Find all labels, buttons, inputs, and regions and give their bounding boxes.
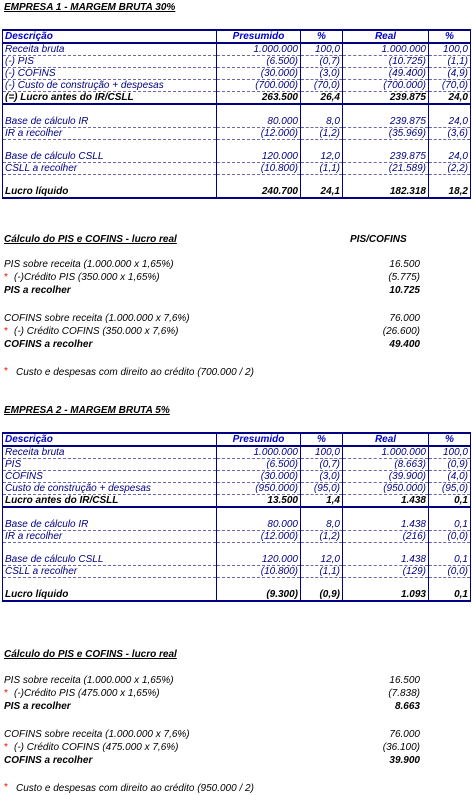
cell-value: (1,1) (301, 163, 343, 175)
column-header: Presumido (217, 30, 301, 43)
cell-value: (21.589) (343, 163, 429, 175)
cell-value: (0,9) (429, 459, 471, 471)
footnote-marker: * (4, 366, 8, 377)
pis-cofins-column-label: PIS/COFINS (350, 234, 407, 245)
row-label: Receita bruta (3, 446, 217, 459)
e2-cofins-credito-value: (36.100) (382, 742, 420, 753)
row-label: Base de cálculo IR (3, 116, 217, 128)
cell-value (217, 175, 301, 187)
table-row (3, 519, 471, 531)
row-label: Base de cálculo CSLL (3, 151, 217, 163)
cell-value: (10.800) (217, 566, 301, 578)
row-label: (-) COFINS (3, 68, 217, 80)
cell-value (429, 175, 471, 187)
cell-value (343, 543, 429, 555)
cell-value: (0,0) (429, 531, 471, 543)
cell-value (429, 140, 471, 152)
table-row (3, 92, 471, 105)
cell-value: 12,0 (301, 554, 343, 566)
e1-pis-credito-label: (-)Crédito PIS (350.000 x 1,65%) (14, 272, 160, 283)
e1-pis-recolher-value: 10.725 (389, 285, 420, 296)
cell-value: (1,1) (429, 56, 471, 68)
e2-cofins-credito-label: (-) Crédito COFINS (475.000 x 7,6%) (14, 742, 179, 753)
e2-cofins-receita-label: COFINS sobre receita (1.000.000 x 7,6%) (4, 729, 190, 740)
cell-value: (70,0) (301, 80, 343, 92)
cell-value: 1.093 (343, 589, 429, 601)
cell-value: (950.000) (217, 483, 301, 495)
footnote-marker: * (4, 326, 8, 337)
cell-value (217, 140, 301, 152)
row-label: (-) PIS (3, 56, 217, 68)
cell-value: 100,0 (429, 446, 471, 459)
cell-value: 18,2 (429, 186, 471, 198)
row-label (3, 104, 217, 116)
row-label: Lucro líquido (3, 186, 217, 198)
cell-value: (12.000) (217, 128, 301, 140)
row-label (3, 578, 217, 590)
cell-value: (8.663) (343, 459, 429, 471)
table-row (3, 128, 471, 140)
cell-value: 80.000 (217, 116, 301, 128)
cell-value (301, 543, 343, 555)
table-row (3, 56, 471, 68)
cell-value: 1.000.000 (217, 446, 301, 459)
table-row (3, 151, 471, 163)
cell-value: (950.000) (343, 483, 429, 495)
cell-value (301, 507, 343, 519)
cell-value: 1.438 (343, 554, 429, 566)
table-row (3, 186, 471, 198)
cell-value: (30.000) (217, 471, 301, 483)
cell-value (343, 104, 429, 116)
cell-value: 26,4 (301, 92, 343, 105)
footnote-marker: * (4, 688, 8, 699)
column-header: % (429, 30, 471, 43)
table-row (3, 68, 471, 80)
row-label: (=) Lucro antes do IR/CSLL (3, 92, 217, 105)
row-label: CSLL a recolher (3, 163, 217, 175)
table-header-row (3, 30, 471, 43)
table-row (3, 116, 471, 128)
cell-value: (6.500) (217, 56, 301, 68)
table-row (3, 163, 471, 175)
cell-value: 1.000.000 (217, 43, 301, 56)
column-header: Descrição (3, 30, 217, 43)
row-label: COFINS (3, 471, 217, 483)
e1-cofins-recolher-value: 49.400 (389, 339, 420, 350)
row-label: IR a recolher (3, 531, 217, 543)
cell-value: 0,1 (429, 554, 471, 566)
cell-value: (0,0) (429, 566, 471, 578)
empresa1-calc-title: Cálculo do PIS e COFINS - lucro real (4, 234, 177, 245)
table-row (3, 554, 471, 566)
column-header: % (429, 433, 471, 446)
cell-value: 240.700 (217, 186, 301, 198)
empresa2-calc-title: Cálculo do PIS e COFINS - lucro real (4, 649, 177, 660)
table-row (3, 589, 471, 601)
cell-value (301, 175, 343, 187)
e2-pis-receita-label: PIS sobre receita (1.000.000 x 1,65%) (4, 675, 174, 686)
cell-value: 12,0 (301, 151, 343, 163)
cell-value: 0,1 (429, 519, 471, 531)
cell-value (343, 578, 429, 590)
cell-value: (700.000) (343, 80, 429, 92)
cell-value (217, 578, 301, 590)
e2-footnote: Custo e despesas com direito ao crédito (950.000 / 2) (16, 783, 254, 794)
cell-value: 1.438 (343, 495, 429, 508)
cell-value: 120.000 (217, 151, 301, 163)
table-row (3, 175, 471, 187)
e2-pis-credito-value: (7.838) (388, 688, 420, 699)
e2-cofins-receita-value: 76.000 (389, 729, 420, 740)
cell-value: (1,2) (301, 531, 343, 543)
cell-value (301, 104, 343, 116)
cell-value: 0,1 (429, 495, 471, 508)
cell-value (429, 507, 471, 519)
table-row (3, 80, 471, 92)
cell-value: (216) (343, 531, 429, 543)
table-row (3, 43, 471, 56)
cell-value: (70,0) (429, 80, 471, 92)
e1-cofins-receita-value: 76.000 (389, 313, 420, 324)
e2-cofins-recolher-value: 39.900 (389, 755, 420, 766)
cell-value: 24,0 (429, 151, 471, 163)
row-label (3, 140, 217, 152)
column-header: Real (343, 30, 429, 43)
cell-value: 100,0 (301, 43, 343, 56)
cell-value: 100,0 (301, 446, 343, 459)
cell-value: 1.000.000 (343, 446, 429, 459)
cell-value: 24,0 (429, 116, 471, 128)
cell-value: 263.500 (217, 92, 301, 105)
cell-value: (9.300) (217, 589, 301, 601)
cell-value: (3,6) (429, 128, 471, 140)
row-label: Lucro antes do IR/CSLL (3, 495, 217, 508)
cell-value: 8,0 (301, 519, 343, 531)
table-row (3, 566, 471, 578)
cell-value: (1,2) (301, 128, 343, 140)
cell-value: 80.000 (217, 519, 301, 531)
row-label: PIS (3, 459, 217, 471)
cell-value (343, 140, 429, 152)
column-header: Descrição (3, 433, 217, 446)
cell-value: 239.875 (343, 92, 429, 105)
cell-value: (39.900) (343, 471, 429, 483)
row-label: Base de cálculo IR (3, 519, 217, 531)
e2-pis-credito-label: (-)Crédito PIS (475.000 x 1,65%) (14, 688, 160, 699)
footnote-marker: * (4, 782, 8, 793)
cell-value: 13.500 (217, 495, 301, 508)
row-label: IR a recolher (3, 128, 217, 140)
table-row (3, 104, 471, 116)
table-row (3, 140, 471, 152)
cell-value: 120.000 (217, 554, 301, 566)
column-header: % (301, 30, 343, 43)
table-row (3, 483, 471, 495)
cell-value (217, 104, 301, 116)
cell-value (429, 104, 471, 116)
empresa1-table (2, 29, 471, 199)
cell-value: 1,4 (301, 495, 343, 508)
cell-value: 182.318 (343, 186, 429, 198)
cell-value (343, 175, 429, 187)
row-label: (-) Custo de construção + despesas (3, 80, 217, 92)
table-row (3, 543, 471, 555)
e2-pis-receita-value: 16.500 (389, 675, 420, 686)
e1-pis-recolher-label: PIS a recolher (4, 285, 71, 296)
cell-value: 239.875 (343, 151, 429, 163)
cell-value: (10.800) (217, 163, 301, 175)
row-label: Custo de construção + despesas (3, 483, 217, 495)
empresa1-title: EMPRESA 1 - MARGEM BRUTA 30% (4, 2, 176, 13)
e1-pis-receita-value: 16.500 (389, 259, 420, 270)
cell-value (301, 578, 343, 590)
cell-value: 100,0 (429, 43, 471, 56)
row-label (3, 543, 217, 555)
column-header: Presumido (217, 433, 301, 446)
cell-value: (0,7) (301, 56, 343, 68)
cell-value: (3,0) (301, 68, 343, 80)
e1-footnote: Custo e despesas com direito ao crédito (700.000 / 2) (16, 367, 254, 378)
empresa2-table (2, 432, 471, 602)
table-row (3, 507, 471, 519)
cell-value: (95,0) (429, 483, 471, 495)
column-header: % (301, 433, 343, 446)
cell-value (217, 507, 301, 519)
cell-value: (2,2) (429, 163, 471, 175)
table-row (3, 459, 471, 471)
table-row (3, 446, 471, 459)
cell-value (429, 578, 471, 590)
row-label (3, 175, 217, 187)
e1-cofins-receita-label: COFINS sobre receita (1.000.000 x 7,6%) (4, 313, 190, 324)
cell-value (301, 140, 343, 152)
cell-value: 8,0 (301, 116, 343, 128)
e1-cofins-recolher-label: COFINS a recolher (4, 339, 93, 350)
row-label: Lucro líquido (3, 589, 217, 601)
cell-value: (3,0) (301, 471, 343, 483)
cell-value: 1.000.000 (343, 43, 429, 56)
table-row (3, 531, 471, 543)
cell-value: (6.500) (217, 459, 301, 471)
e1-pis-receita-label: PIS sobre receita (1.000.000 x 1,65%) (4, 259, 174, 270)
table-header-row (3, 433, 471, 446)
row-label: Receita bruta (3, 43, 217, 56)
e2-pis-recolher-value: 8.663 (394, 701, 420, 712)
e1-pis-credito-value: (5.775) (388, 272, 420, 283)
e2-pis-recolher-label: PIS a recolher (4, 701, 71, 712)
cell-value: (30.000) (217, 68, 301, 80)
cell-value: (0,7) (301, 459, 343, 471)
e1-cofins-credito-value: (26.600) (382, 326, 420, 337)
cell-value: (4,0) (429, 471, 471, 483)
cell-value: (49.400) (343, 68, 429, 80)
cell-value: (0,9) (301, 589, 343, 601)
cell-value: (10.725) (343, 56, 429, 68)
cell-value: (12.000) (217, 531, 301, 543)
cell-value: 24,0 (429, 92, 471, 105)
cell-value: 1.438 (343, 519, 429, 531)
row-label (3, 507, 217, 519)
cell-value (429, 543, 471, 555)
cell-value: (129) (343, 566, 429, 578)
e2-cofins-recolher-label: COFINS a recolher (4, 755, 93, 766)
footnote-marker: * (4, 742, 8, 753)
e1-cofins-credito-label: (-) Crédito COFINS (350.000 x 7,6%) (14, 326, 179, 337)
cell-value: 239.875 (343, 116, 429, 128)
cell-value: (95,0) (301, 483, 343, 495)
row-label: CSLL a recolher (3, 566, 217, 578)
cell-value: 0,1 (429, 589, 471, 601)
cell-value: (700.000) (217, 80, 301, 92)
cell-value: 24,1 (301, 186, 343, 198)
column-header: Real (343, 433, 429, 446)
table-row (3, 471, 471, 483)
cell-value (343, 507, 429, 519)
cell-value: (35.969) (343, 128, 429, 140)
footnote-marker: * (4, 272, 8, 283)
table-row (3, 495, 471, 508)
cell-value (217, 543, 301, 555)
table-row (3, 578, 471, 590)
cell-value: (1,1) (301, 566, 343, 578)
empresa2-title: EMPRESA 2 - MARGEM BRUTA 5% (4, 405, 170, 416)
row-label: Base de cálculo CSLL (3, 554, 217, 566)
cell-value: (4,9) (429, 68, 471, 80)
